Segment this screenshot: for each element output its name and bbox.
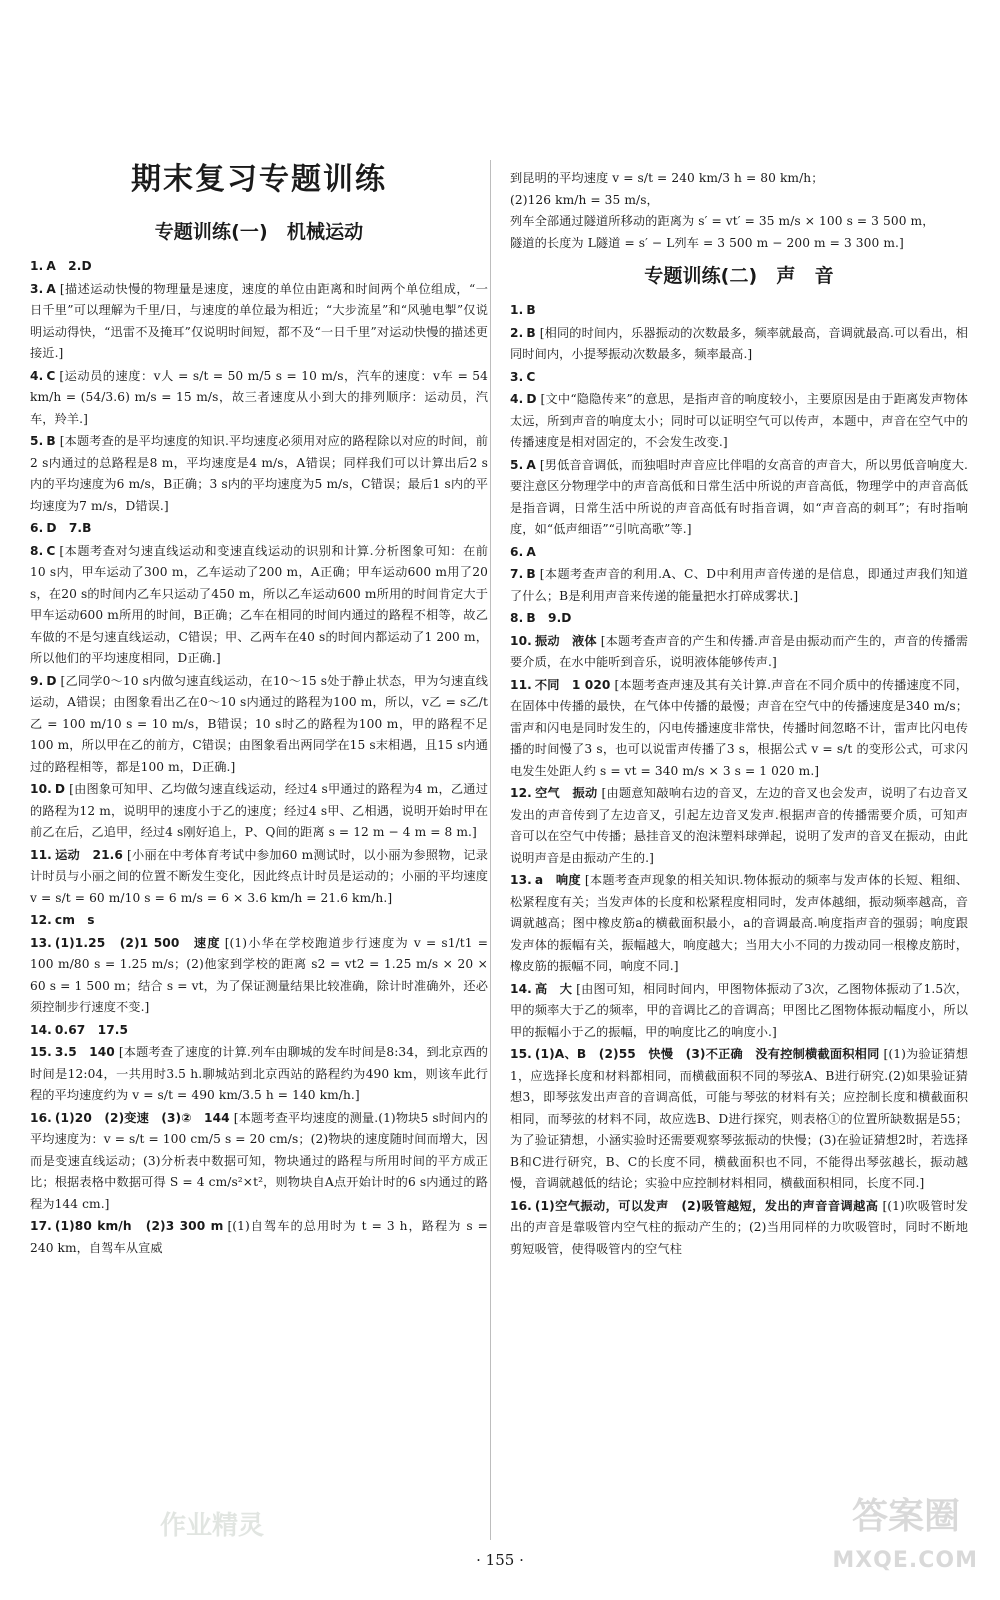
answer-explanation: [文中“隐隐传来”的意思，是指声音的响度较小，主要原因是由于距离发声物体太远，所到声音的响度太小；同时可以证明空气可以传声，本题中，声音在空气中的传播速度是相对固定的，不会发生改变.]	[510, 392, 968, 449]
answer-item	[510, 870, 968, 978]
answer-item	[510, 323, 968, 366]
page-number: · 155 ·	[476, 1551, 524, 1569]
question-number: 2.	[510, 325, 524, 340]
question-number: 17.	[30, 1219, 52, 1233]
answer-item	[510, 455, 968, 541]
answer-key: (1)1.25 (2)1 500 速度	[54, 935, 221, 950]
answer-item	[30, 845, 488, 910]
question-number: 10.	[30, 782, 52, 796]
answer-item	[510, 1196, 968, 1261]
answer-item	[30, 1216, 488, 1259]
answer-explanation: [(1)小华在学校跑道步行速度为 v = s1/t1 = 100 m/80 s = 1.25 m/s；(2)他家到学校的距离 s2 = vt2 = 1.25 m/s × 20 × 60 s = 1 500 m；结合 s = vt，为了保证测量结果比较准确，除计时准确外，还必须控制步行速度不变.]	[30, 935, 489, 1014]
watermark-logo: 答案圈	[851, 1496, 960, 1537]
question-number: 16.	[510, 1198, 532, 1213]
answer-explanation: [描述运动快慢的物理量是速度，速度的单位由距离和时间两个单位组成，“一日千里”可以理解为千里/日，与速度的单位最为相近；“大步流星”和“风驰电掣”仅说明运动得快，“迅雷不及掩耳”仅说明时间短，都不及“一日千里”对运动快慢的描述更接近.]	[30, 281, 488, 360]
answer-key: D 7.B	[46, 521, 92, 535]
question-number: 15.	[30, 1045, 52, 1059]
answer-item	[30, 541, 488, 670]
question-number: 5.	[30, 434, 44, 448]
question-number: 6.	[510, 544, 524, 559]
question-number: 3.	[510, 369, 524, 384]
answer-key: A	[526, 544, 536, 559]
answer-key: A 2.D	[46, 259, 92, 273]
answer-explanation: [(1)吹吸管时发出的声音是靠吸管内空气柱的振动产生的；(2)当用同样的力吹吸管时，同时不断地剪短吸管，使得吸管内的空气柱	[510, 1198, 968, 1256]
answer-key: D	[54, 782, 66, 796]
question-number: 1.	[510, 303, 524, 317]
section-title-sound: 专题训练(二) 声 音	[644, 265, 834, 287]
answer-key: (1)20 (2)变速 (3)② 144	[54, 1110, 230, 1125]
question-number: 9.	[30, 673, 44, 688]
answer-explanation: [运动员的速度：v人 = s/t = 50 m/5 s = 10 m/s，汽车的速度：v车 = 54 km/h = (54/3.6) m/s = 15 m/s，故三者速度从小到大的排列顺序：运动员，汽车，羚羊.]	[30, 368, 488, 426]
question-number: 13.	[510, 873, 532, 887]
answer-item	[510, 542, 968, 564]
answer-item	[30, 256, 488, 278]
question-number: 14.	[510, 981, 532, 996]
answer-item	[510, 631, 968, 674]
answer-key: (1)80 km/h (2)3 300 m	[54, 1219, 224, 1233]
answer-item	[30, 366, 488, 431]
answer-item	[30, 933, 488, 1019]
page-title: 期末复习专题训练	[131, 162, 387, 197]
answer-key: a 响度	[534, 873, 581, 887]
answer-explanation: [由图可知，相同时间内，甲图物体振动了3次，乙图物体振动了1.5次，甲的频率大于乙的频率，甲的音调比乙的音调高；甲图比乙图物体振动幅度小，所以甲的振幅小于乙的振幅，甲的响度比乙的响度小.]	[510, 981, 968, 1039]
answer-item	[510, 389, 968, 454]
answer-key: A	[526, 457, 536, 472]
answer-list-right	[510, 300, 968, 1260]
question-number: 8.	[30, 543, 44, 558]
answer-item	[510, 608, 968, 630]
question-number: 5.	[510, 457, 524, 472]
answer-item	[510, 300, 968, 322]
answer-key: A	[46, 281, 56, 296]
continued-answer	[510, 168, 968, 254]
answer-explanation: [本题考查声音的产生和传播.声音是由振动而产生的，声音的传播需要介质，在水中能听到音乐，说明液体能够传声.]	[510, 633, 968, 669]
continuation-line: 到昆明的平均速度 v = s/t = 240 km/3 h = 80 km/h；	[510, 171, 824, 185]
answer-key: C	[526, 369, 536, 384]
answer-key: 高 大	[534, 981, 573, 996]
question-number: 16.	[30, 1110, 52, 1125]
answer-key: B	[526, 325, 536, 340]
answer-key: C	[46, 368, 56, 383]
answer-key: 空气 振动	[534, 786, 598, 800]
answer-item	[30, 910, 488, 932]
continuation-line: (2)126 km/h = 35 m/s，	[510, 192, 659, 207]
answer-explanation: [由图象可知甲、乙均做匀速直线运动，经过4 s甲通过的路程为4 m，乙通过的路程为12 m，说明甲的速度小于乙的速度；经过4 s甲、乙相遇，说明开始时甲在前乙在后，乙追甲，经过4 s刚好追上，P、Q间的距离 s = 12 m − 4 m = 8 m.]	[30, 782, 488, 839]
answer-key: 不同 1 020	[534, 677, 611, 692]
answer-key: 运动 21.6	[54, 847, 123, 862]
answer-explanation: [本题考查了速度的计算.列车由聊城的发车时间是8:34，到北京西的时间是12:04，一共用时3.5 h.聊城站到北京西站的路程约为490 km，则该车此行程的平均速度约为 v = s/t = 490 km/3.5 h = 140 km/h.]	[30, 1045, 489, 1102]
answer-key: (1)空气振动，可以发声 (2)吸管越短，发出的声音音调越高	[534, 1198, 879, 1213]
left-column	[30, 160, 488, 1260]
answer-item	[30, 1042, 488, 1107]
answer-explanation: [相同的时间内，乐器振动的次数最多，频率就最高，音调就最高.可以看出，相同时间内，小提琴振动次数最多，频率最高.]	[510, 325, 968, 361]
answer-key: D	[46, 673, 57, 688]
answer-explanation: [本题考查平均速度的测量.(1)物块5 s时间内的平均速度为：v = s/t = 100 cm/5 s = 20 cm/s；(2)物块的速度随时间而增大，因而是变速直线运动；(3)分析表中数据可知，物块通过的路程与所用时间的平方成正比；根据表格中数据可得 S = 4 cm/s²×t²，则物块自A点开始计时的6 s内通过的路程为144 cm.]	[30, 1110, 488, 1211]
right-column	[510, 168, 968, 1261]
question-number: 8.	[510, 611, 524, 625]
question-number: 12.	[30, 913, 52, 927]
answer-explanation: [小丽在中考体育考试中参加60 m测试时，以小丽为参照物，记录计时员与小丽之间的位置不断发生变化，因此终点计时员是运动的；小丽的平均速度 v = s/t = 60 m/10 s = 6 m/s = 6 × 3.6 km/h = 21.6 km/h.]	[30, 847, 488, 905]
answer-explanation: [男低音音调低，而独唱时声音应比伴唱的女高音的声音大，所以男低音响度大.要注意区分物理学中的声音高低和日常生活中所说的声音高低，物理学中的声音高低是指音调，日常生活中所说的声音高低有时指音调，如“声音高的刺耳”；有时指响度，如“低声细语”“引吭高歌”等.]	[510, 457, 968, 536]
watermark-text: 作业精灵	[160, 1511, 265, 1541]
watermark-url: MXQE.COM	[832, 1548, 978, 1573]
answer-key: 振动 液体	[534, 633, 597, 648]
answer-item	[510, 367, 968, 389]
question-number: 4.	[510, 392, 524, 406]
answer-explanation: [(1)自驾车的总用时为 t = 3 h，路程为 s = 240 km，自驾车从宣威	[30, 1219, 488, 1255]
question-number: 11.	[30, 847, 52, 862]
answer-list-left	[30, 256, 488, 1259]
column-divider	[490, 160, 491, 1540]
answer-explanation: [由题意知敲响右边的音叉，左边的音叉也会发声，说明了右边音叉发出的声音传到了左边音叉，引起左边音叉发声.根据声音的传播需要介质，可知声音可以在空气中传播；悬挂音叉的泡沫塑料球弹起，说明了发声的音叉在振动，由此说明声音是由振动产生的.]	[510, 786, 968, 865]
answer-key: 0.67 17.5	[54, 1022, 129, 1037]
answer-explanation: [本题考查对匀速直线运动和变速直线运动的识别和计算.分析图象可知：在前10 s内，甲车运动了300 m，乙车运动了200 m，A正确；甲车运动600 m用了20 s，在20 s的时间内乙车只运动了450 m，所以乙车运动600 m所用的时间肯定大于甲车运动600 m所用的时间，B正确；乙车在相同的时间内通过的路程不相等，故乙车做的不是匀速直线运动，C错误；甲、乙两车在40 s的时间内都运动了1 200 m，所以他们的平均速度相同，D正确.]	[30, 543, 488, 665]
section-title-mechanics: 专题训练(一) 机械运动	[154, 221, 364, 243]
question-number: 15.	[510, 1047, 532, 1061]
answer-item	[30, 518, 488, 540]
question-number: 3.	[30, 281, 44, 296]
question-number: 6.	[30, 521, 44, 535]
answer-key: D	[526, 392, 537, 406]
answer-item	[510, 675, 968, 783]
answer-explanation: [本题考查声音的利用.A、C、D中利用声音传递的是信息，即通过声我们知道了什么；B是利用声音来传递的能量把水打碎成雾状.]	[510, 567, 968, 603]
answer-item	[510, 564, 968, 607]
answer-item	[30, 431, 488, 517]
answer-key: B	[46, 434, 56, 448]
question-number: 7.	[510, 567, 524, 581]
answer-key: B	[526, 567, 536, 581]
answer-item	[30, 1020, 488, 1042]
answer-key: B 9.D	[526, 611, 572, 625]
continuation-line: 隧道的长度为 L隧道 = s′ − L列车 = 3 500 m − 200 m = 3 300 m.]	[510, 235, 904, 250]
question-number: 11.	[510, 677, 532, 692]
continuation-line: 列车全部通过隧道所移动的距离为 s′ = vt′ = 35 m/s × 100 s = 3 500 m，	[510, 214, 935, 228]
answer-item	[30, 779, 488, 844]
answer-explanation: [本题考查声现象的相关知识.物体振动的频率与发声体的长短、粗细、松紧程度有关；当发声体的长度和松紧程度相同时，发声体越细，振动频率越高，音调就越高；图中橡皮筋a的横截面积最小，a的音调最高.响度指声音的强弱；响度跟发声体的振幅有关，振幅越大，响度越大；当用大小不同的力拨动同一根橡皮筋时，橡皮筋的振幅不同，响度不同.]	[510, 873, 969, 973]
answer-explanation: [本题考查声速及其有关计算.声音在不同介质中的传播速度不同，在固体中传播的最快，在气体中传播的最慢；声音在空气中的传播速度是340 m/s；雷声和闪电是同时发生的，闪电传播速度非常快，传播时间忽略不计，雷声比闪电传播的时间慢了3 s，也可以说雷声传播了3 s，根据公式 v = s/t 的变形公式，可求闪电发生处距人约 s = vt = 340 m/s × 3 s = 1 020 m.]	[510, 677, 968, 778]
answer-item	[510, 783, 968, 869]
question-number: 1.	[30, 259, 44, 273]
answer-explanation: [本题考查的是平均速度的知识.平均速度必须用对应的路程除以对应的时间，前2 s内通过的总路程是8 m，平均速度是4 m/s，A错误；同样我们可以计算出后2 s内的平均速度为6 m/s，B正确；3 s内的平均速度为5 m/s，C错误；最后1 s内的平均速度为7 m/s，D错误.]	[30, 434, 488, 513]
question-number: 14.	[30, 1022, 52, 1037]
answer-item	[30, 279, 488, 365]
answer-item	[30, 671, 488, 779]
answer-key: 3.5 140	[54, 1045, 115, 1059]
question-number: 13.	[30, 935, 52, 950]
answer-item	[510, 979, 968, 1044]
answer-explanation: [(1)为验证猜想1，应选择长度和材料都相同，而横截面积不同的琴弦A、B进行研究.(2)如果验证猜想3，即琴弦发出声音的音调高低，可能与琴弦的材料有关；应控制长度和横截面积相同，而琴弦的材料不同，故应选B、D进行探究，则表格①的位置所缺数据是55；为了验证猜想，小涵实验时还需要观察琴弦振动的快慢；(3)在验证猜想2时，若选择B和C进行研究，B、C的长度不同，横截面积也不同，不能得出琴弦越长，振动越慢，音调就越低的结论；实验中应控制材料相同，横截面积相同，长度不同.]	[510, 1047, 969, 1190]
answer-key: C	[46, 543, 56, 558]
question-number: 12.	[510, 786, 532, 800]
question-number: 10.	[510, 633, 532, 648]
question-number: 4.	[30, 368, 44, 383]
answer-key: B	[526, 303, 536, 317]
answer-explanation: [乙同学0～10 s内做匀速直线运动，在10～15 s处于静止状态，甲为匀速直线运动，A错误；由图象看出乙在0～10 s内通过的路程为100 m，所以，v乙 = s乙/t乙 = 100 m/10 s = 10 m/s，B错误；10 s时乙的路程为100 m，甲的路程不足100 m，所以甲在乙的前方，C错误；由图象看出两同学在15 s末相遇，且15 s内通过的路程相等，都是100 m，D正确.]	[30, 673, 488, 774]
answer-item	[30, 1108, 488, 1216]
answer-item	[510, 1044, 968, 1195]
answer-key: cm s	[54, 913, 95, 927]
answer-key: (1)A、B (2)55 快慢 (3)不正确 没有控制横截面积相同	[534, 1047, 880, 1061]
